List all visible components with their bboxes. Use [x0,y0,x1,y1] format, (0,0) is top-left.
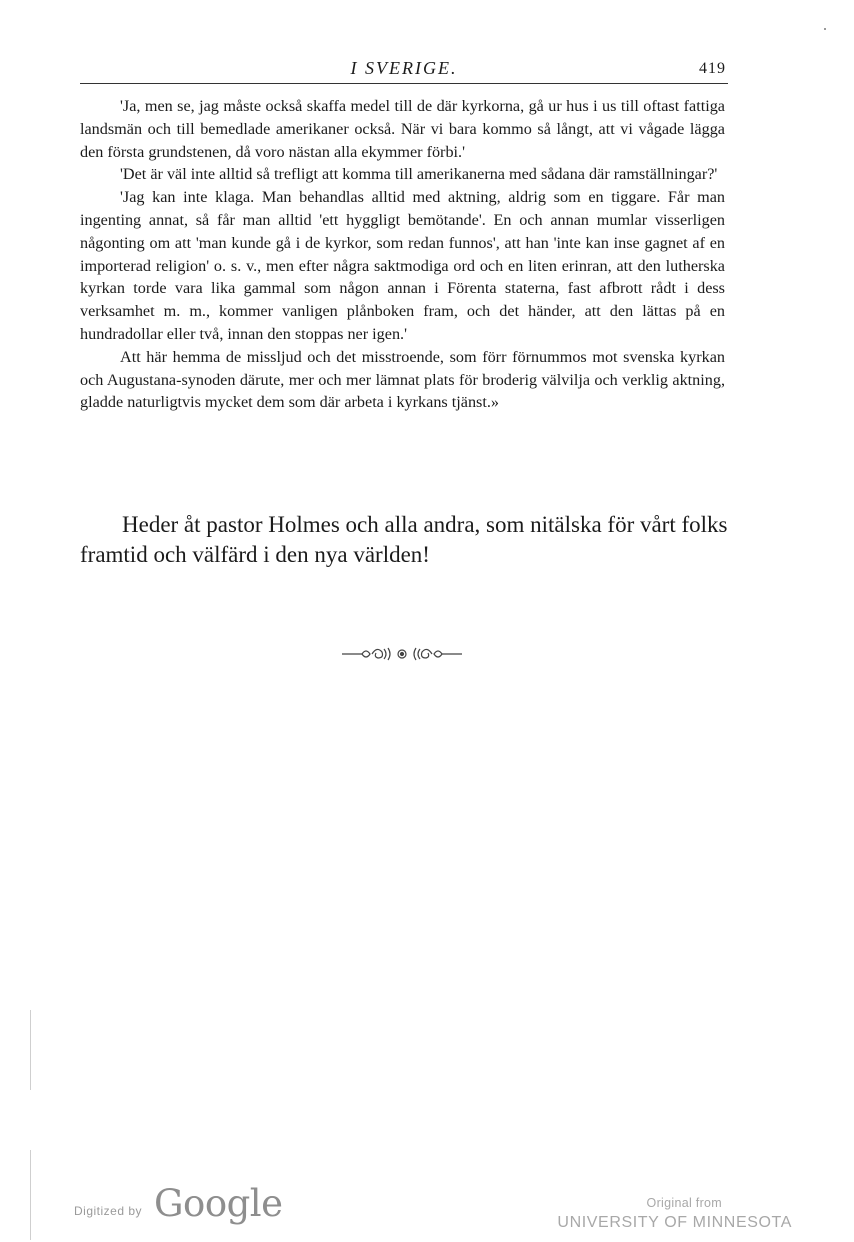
margin-speck [824,28,826,30]
original-from-text: Original from [646,1196,722,1210]
paragraph: Att här hemma de missljud och det misstroende, som förr förnummos mot svenska kyrkan och Augustana-synoden därute, mer och mer lämnat plats för broderig välvilja och verklig aktning, gladde naturligtvis mycket dem som där arbeta i kyrkans tjänst.» [80,347,725,412]
closing-statement: Heder åt pastor Holmes och alla andra, som nitälska för vårt folks framtid och välfärd i den nya världen! [80,512,728,567]
page-number: 419 [699,60,726,77]
digitized-by-text: Digitized by [74,1204,143,1218]
paragraph: 'Ja, men se, jag måste också skaffa medel till de där kyrkorna, gå ur hus i us till oftast fattiga landsmän och till bemedlade amerikaner också. När vi bara kommo så långt, att vi vågade lägga den första grundstenen, då voro nästan alla ekymmer förbi.' [80,97,725,161]
body-text [80,95,725,414]
scan-margin-line [30,1010,31,1090]
google-logo: Google [154,1182,283,1225]
library-watermark [557,1196,792,1232]
page-header [80,56,728,82]
paragraph: 'Det är väl inte alltid så trefligt att komma till amerikanerna med sådana där ramställningar?' [120,165,718,184]
digitized-by-watermark [74,1182,304,1236]
header-rule [80,83,728,84]
running-title: I SVERIGE. [350,58,458,78]
ornament-divider [340,640,464,668]
library-name: UNIVERSITY OF MINNESOTA [557,1214,792,1231]
scan-margin-line [30,1150,31,1240]
paragraph: 'Jag kan inte klaga. Man behandlas alltid med aktning, aldrig som en tiggare. Får man ingenting annat, så får man alltid 'ett hyggligt bemötande'. En och annan mumlar visserligen någonting om att 'man kunde gå i de kyrkor, som redan funnos', att han 'inte kan inse gagnet af en importerad religion' o. s. v., men efter några saktmodiga ord och en liten erinran, att den lutherska kyrkan torde vara lika gammal som någon annan i Förenta staterna, fast afbrott rådt i dess verksamhet m. m., kommer vanligen plånboken fram, och det händer, att den lättas på en hundradollar eller två, innan den stoppas ner igen.' [80,188,725,343]
